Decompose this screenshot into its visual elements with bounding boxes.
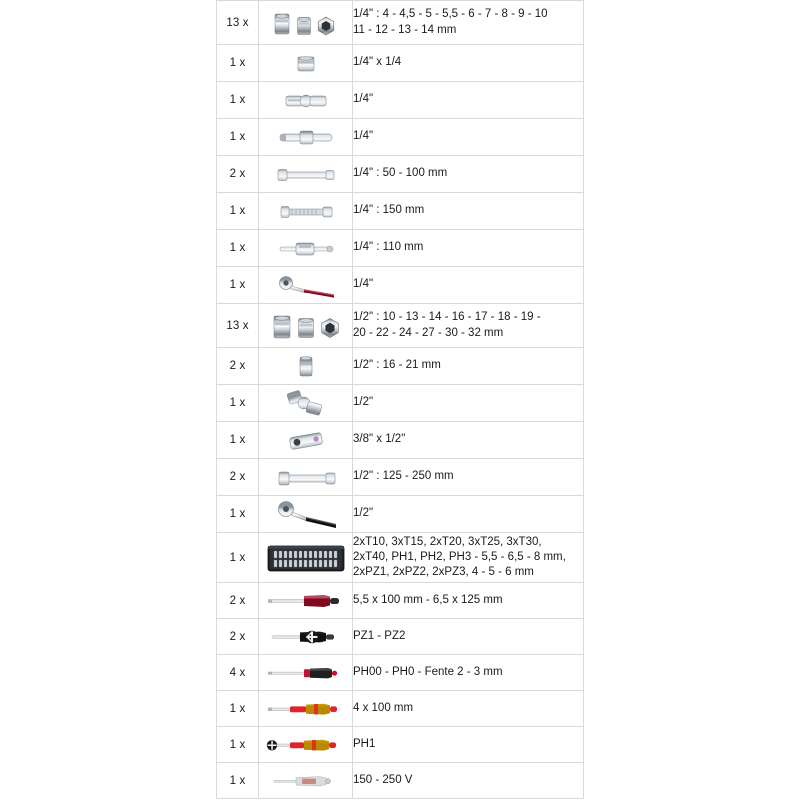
table-row [217,45,584,82]
row-image-cell [259,304,353,348]
row-description [353,691,584,727]
description-line: 1/4" : 110 mm [353,241,424,254]
row-quantity: 2 x [217,619,259,655]
table-row [217,304,584,348]
row-image-cell [259,193,353,230]
row-image-cell [259,422,353,459]
row-image-cell [259,348,353,385]
row-description [353,230,584,267]
row-quantity: 1 x [217,691,259,727]
description-line: 2xT40, PH1, PH2, PH3 - 5,5 - 6,5 - 8 mm, [353,550,566,563]
row-quantity: 2 x [217,583,259,619]
row-description [353,82,584,119]
description-line: PH1 [353,737,376,750]
insulated-slotted-screwdriver-icon [260,695,352,723]
row-description [353,533,584,583]
description-line: 1/4" x 1/4 [353,56,402,69]
description-line: 1/4" [353,93,374,106]
slotted-screwdriver-icon [260,587,352,615]
table-row [217,193,584,230]
description-line: 1/4" : 150 mm [353,204,425,217]
row-quantity: 13 x [217,1,259,45]
extension-bar-icon [260,159,352,189]
row-image-cell [259,119,353,156]
row-image-cell [259,1,353,45]
row-image-cell [259,496,353,533]
row-quantity: 2 x [217,348,259,385]
row-description [353,156,584,193]
table-row [217,156,584,193]
row-quantity: 1 x [217,119,259,156]
description-line: 1/2" [353,396,374,409]
description-line: 1/2" [353,507,374,520]
row-image-cell [259,691,353,727]
universal-joint-large-icon [260,387,352,419]
row-image-cell [259,655,353,691]
row-image-cell [259,385,353,422]
table-row [217,119,584,156]
row-quantity: 1 x [217,267,259,304]
row-quantity: 2 x [217,156,259,193]
table-row [217,583,584,619]
description-line: 1/2" : 16 - 21 mm [353,359,441,372]
row-description [353,1,584,45]
table-row [217,655,584,691]
row-description [353,119,584,156]
row-image-cell [259,727,353,763]
voltage-tester-icon [260,767,352,795]
description-line: 1/4" : 4 - 4,5 - 5 - 5,5 - 6 - 7 - 8 - 9 - 10 [353,8,548,21]
row-image-cell [259,459,353,496]
row-quantity: 1 x [217,496,259,533]
row-quantity: 1 x [217,727,259,763]
bit-set-case-icon [260,541,352,575]
table-row [217,230,584,267]
table-row [217,459,584,496]
row-description [353,45,584,82]
flexible-extension-icon [260,196,352,226]
sliding-t-handle-icon [260,122,352,152]
description-line: 11 - 12 - 13 - 14 mm [353,23,457,36]
row-description [353,619,584,655]
table-row [217,267,584,304]
sockets-group-icon [260,6,352,40]
row-quantity: 1 x [217,763,259,799]
sockets-group-large-icon [260,309,352,343]
row-description [353,496,584,533]
row-image-cell [259,267,353,304]
insulated-phillips-screwdriver-icon [260,731,352,759]
row-description [353,655,584,691]
description-line: PH00 - PH0 - Fente 2 - 3 mm [353,665,503,678]
description-line: 1/4" [353,278,374,291]
description-line: 20 - 22 - 24 - 27 - 30 - 32 mm [353,326,504,339]
table-row [217,727,584,763]
description-line: 1/4" [353,130,374,143]
row-quantity: 1 x [217,193,259,230]
row-image-cell [259,156,353,193]
reducer-adapter-icon [260,425,352,455]
table-row [217,385,584,422]
row-image-cell [259,230,353,267]
row-quantity: 1 x [217,385,259,422]
row-quantity: 1 x [217,45,259,82]
row-description [353,193,584,230]
parts-table [216,0,584,799]
description-line: 1/2" : 125 - 250 mm [353,470,454,483]
row-quantity: 1 x [217,230,259,267]
description-line: PZ1 - PZ2 [353,629,406,642]
row-description [353,459,584,496]
table-row [217,348,584,385]
row-image-cell [259,583,353,619]
row-quantity: 2 x [217,459,259,496]
row-description [353,727,584,763]
table-row [217,82,584,119]
row-quantity: 1 x [217,82,259,119]
precision-screwdriver-icon [260,659,352,687]
row-description [353,385,584,422]
row-image-cell [259,82,353,119]
row-quantity: 1 x [217,422,259,459]
row-quantity: 13 x [217,304,259,348]
description-line: 2xT10, 3xT15, 2xT20, 3xT25, 3xT30, [353,535,542,548]
universal-joint-icon [260,85,352,115]
pozidriv-screwdriver-icon [260,623,352,651]
description-line: 2xPZ1, 2xPZ2, 2xPZ3, 4 - 5 - 6 mm [353,566,534,579]
row-image-cell [259,619,353,655]
row-quantity: 1 x [217,533,259,583]
row-description [353,763,584,799]
description-line: 4 x 100 mm [353,701,414,714]
row-quantity: 4 x [217,655,259,691]
table-row [217,763,584,799]
row-image-cell [259,45,353,82]
table-row [217,496,584,533]
table-row [217,1,584,45]
table-row [217,691,584,727]
description-line: 150 - 250 V [353,773,413,786]
socket-adapter-icon [260,48,352,78]
row-image-cell [259,533,353,583]
row-description [353,348,584,385]
spinner-handle-icon [260,233,352,263]
row-description [353,304,584,348]
description-line: 3/8" x 1/2" [353,433,406,446]
row-description [353,583,584,619]
extension-bar-large-icon [260,462,352,492]
row-description [353,267,584,304]
row-description [353,422,584,459]
deep-socket-icon [260,351,352,381]
ratchet-handle-large-icon [260,497,352,531]
table-row [217,533,584,583]
description-line: 1/2" : 10 - 13 - 14 - 16 - 17 - 18 - 19 - [353,311,541,324]
table-row [217,422,584,459]
ratchet-handle-icon [260,270,352,300]
row-image-cell [259,763,353,799]
table-row [217,619,584,655]
description-line: 1/4" : 50 - 100 mm [353,167,448,180]
description-line: 5,5 x 100 mm - 6,5 x 125 mm [353,593,503,606]
